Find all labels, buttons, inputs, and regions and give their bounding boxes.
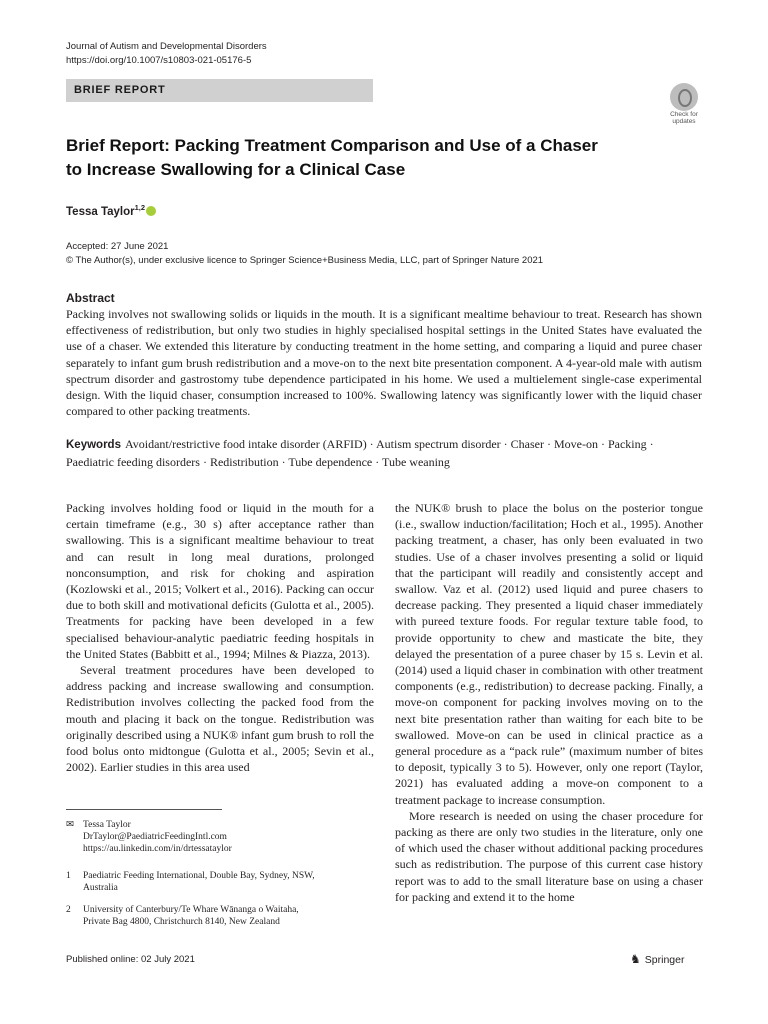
doi-link[interactable]: https://doi.org/10.1007/s10803-021-05176-5 xyxy=(66,55,252,66)
title-line-2: to Increase Swallowing for a Clinical Case xyxy=(66,160,406,179)
report-type-label: BRIEF REPORT xyxy=(74,84,166,96)
affiliation-2 xyxy=(66,904,299,928)
orcid-icon[interactable] xyxy=(146,206,156,216)
body-paragraph: Several treatment procedures have been developed to address packing and increase swallowing and consumption. Redistribution involves collecting the packed food from the mouth and placing it back on the tongue. Redistribution was originally described using a NUK® infant gum brush to roll the food bolus onto midtongue (Gulotta et al., 2005; Sevin et al., 2002). Earlier studies in this area used xyxy=(66,663,374,775)
accepted-date: Accepted: 27 June 2021 xyxy=(66,241,169,252)
footnote-divider xyxy=(66,809,222,810)
body-paragraph: Packing involves holding food or liquid in the mouth for a certain timeframe (e.g., 30 s) after acceptance rather than swallowing. This is a significant mealtime behaviour to treat and can result in long meal durations, prolonged nonconsumption, and risk for choking and aspiration (Kozlowski et al., 2015; Volkert et al., 2016). Packing can occur due to both skill and motivational deficits (Gulotta et al., 2005). Treatments for packing have been developed in a few specialised behaviour-analytic paediatric feeding hospitals in the United States (Babbitt et al., 1994; Milnes & Piazza, 2013). xyxy=(66,501,374,661)
check-updates-line1: Check for xyxy=(670,111,698,118)
title-line-1: Brief Report: Packing Treatment Comparison and Use of a Chaser xyxy=(66,136,598,155)
check-updates-line2: updates xyxy=(672,118,696,125)
affiliation-1-number: 1 xyxy=(66,871,71,881)
contact-name: Tessa Taylor xyxy=(83,820,131,830)
report-type-bar xyxy=(66,79,373,102)
corresponding-author-note xyxy=(66,819,232,855)
contact-email[interactable]: DrTaylor@PaediatricFeedingIntl.com xyxy=(83,832,227,842)
article-title xyxy=(66,134,666,182)
journal-name: Journal of Autism and Developmental Disorders xyxy=(66,41,267,52)
springer-logo xyxy=(630,952,684,966)
affiliation-2-line: University of Canterbury/Te Whare Wānanga o Waitaha, xyxy=(83,905,299,915)
body-paragraph: More research is needed on using the chaser procedure for packing as there are only two studies in the literature, only one of which used the chaser without additional packing procedures such as redistribution. The purpose of this current case history report was to add to the small literature base on using a chaser for packing and extend it to the home xyxy=(395,808,703,904)
contact-url[interactable]: https://au.linkedin.com/in/drtessataylor xyxy=(83,844,232,854)
keywords xyxy=(66,436,702,470)
springer-horse-icon: ♞ xyxy=(630,952,641,966)
affiliation-2-number: 2 xyxy=(66,905,71,915)
affiliation-1 xyxy=(66,870,315,894)
publisher-name: Springer xyxy=(644,954,685,966)
abstract-text: Packing involves not swallowing solids or liquids in the mouth. It is a significant mealtime behaviour to treat. Research has shown effectiveness of redistribution, but only two studies in highly specialised hospital settings in the United States have evaluated the use of a chaser. We extended this literature by conducting treatment in the home setting, and comparing a liquid and puree chaser separately to infant gum brush redistribution and a move-on to the next bite presentation component. A 4-year-old male with autism spectrum disorder and gastrostomy tube dependence participated in his home. We used a multielement single-case experimental design. With the liquid chaser, consumption increased to 100%. Swallowing latency was significantly lower with the liquid chaser compared to other packing treatments. xyxy=(66,307,702,419)
keywords-label: Keywords xyxy=(66,439,121,451)
copyright-notice: © The Author(s), under exclusive licence to Springer Science+Business Media, LLC, part of Springer Nature 2021 xyxy=(66,255,544,266)
author-name[interactable]: Tessa Taylor xyxy=(66,205,135,218)
published-online-date: Published online: 02 July 2021 xyxy=(66,954,195,965)
check-updates-icon xyxy=(670,83,698,111)
affiliation-1-line: Paediatric Feeding International, Double Bay, Sydney, NSW, xyxy=(83,871,315,881)
keywords-list: Avoidant/restrictive food intake disorder (ARFID) · Autism spectrum disorder · Chaser · Move-on · Packing · Paediatric feeding disorders · Redistribution · Tube dependence · Tube weaning xyxy=(66,437,654,469)
envelope-icon: ✉ xyxy=(66,820,74,830)
body-column-left xyxy=(66,500,374,775)
affiliation-1-line: Australia xyxy=(83,883,118,893)
author-affiliation-marks: 1,2 xyxy=(134,203,146,212)
author-line xyxy=(66,203,156,218)
abstract-heading: Abstract xyxy=(66,291,115,305)
affiliation-2-line: Private Bag 4800, Christchurch 8140, New Zealand xyxy=(83,917,280,927)
check-for-updates-badge[interactable] xyxy=(664,83,704,125)
body-column-right xyxy=(395,500,703,905)
body-paragraph: the NUK® brush to place the bolus on the posterior tongue (i.e., swallow induction/facilitation; Hoch et al., 1995). Another packing treatment, a chaser, has only been evaluated in two studies. Use of a chaser involves presenting a solid or liquid that the participant will readily and consistently accept and swallow. Vaz et al. (2012) used liquid and puree chasers to decrease packing. They presented a liquid chaser immediately with pureed texture foods. For regular texture table food, to provide opportunity to chew and masticate the bite, they delayed the presentation of a puree chaser by 15 s. Levin et al. (2014) used a liquid chaser in combination with other treatment components (e.g., redistribution) to decrease packing. Finally, a move-on component for packing involves moving on to the next bite presentation rather than waiting for each bite to be swallowed. Move-on can be used in clinical practice as a general procedure as a “pack rule” (maximum number of bites to deposit, typically 3 to 5). However, only one report (Taylor, 2021) has evaluated adding a move-on component to a treatment package to increase consumption. xyxy=(395,501,703,807)
